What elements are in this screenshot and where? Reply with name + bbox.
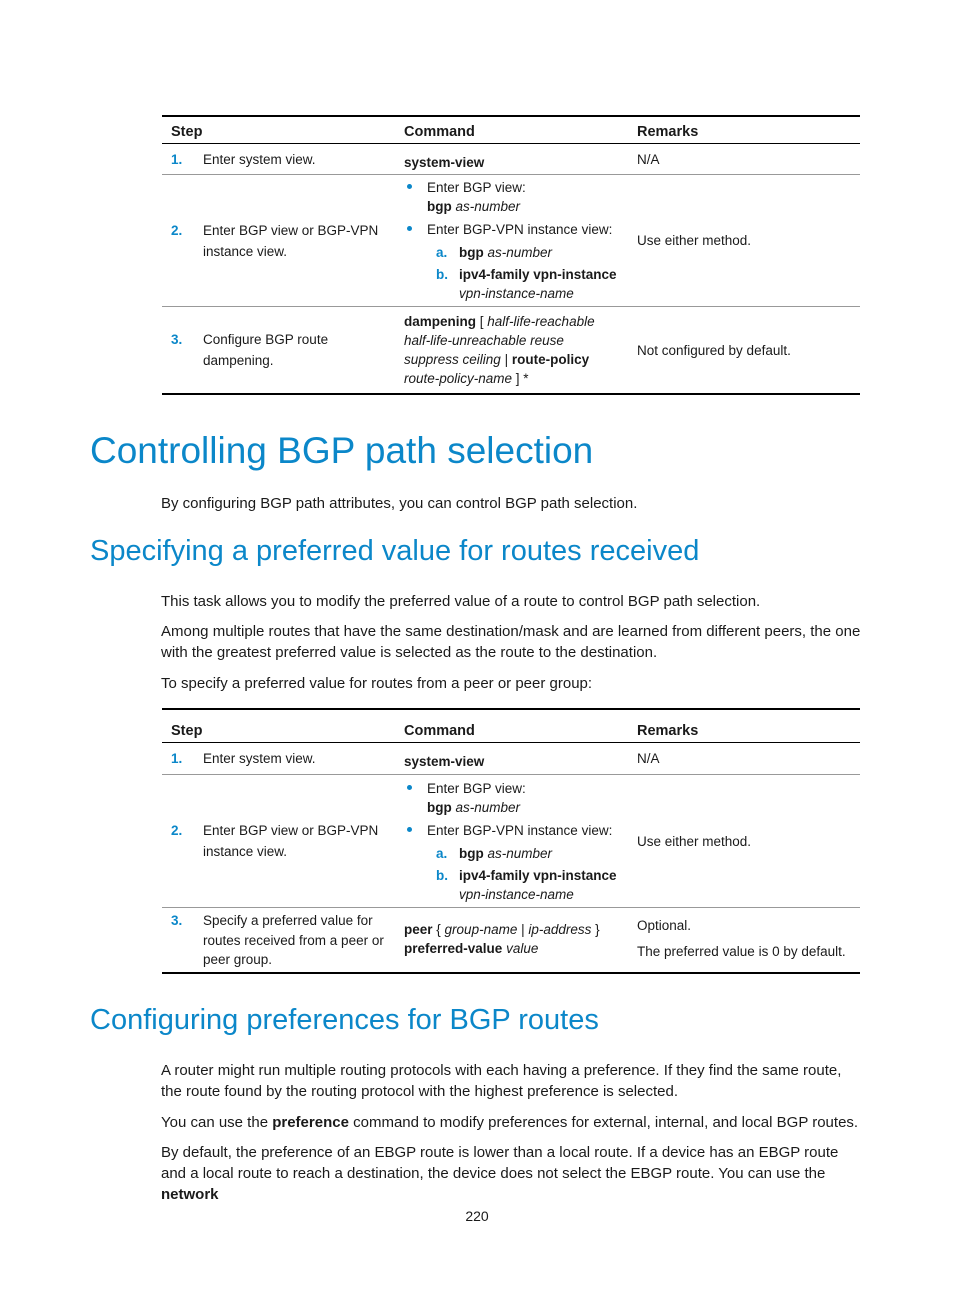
bullet-item: Enter BGP-VPN instance view: [404,220,628,239]
paragraph: You can use the preference command to modify preferences for external, internal, and local BGP routes. [161,1114,859,1131]
remark-text: Use either method. [637,833,752,849]
bullet-item: Enter BGP view: bgp as-number [404,178,628,216]
sub-item: a. bgp as-number [436,245,553,260]
config-table-dampening [162,115,860,395]
step-number: 1. [171,151,183,167]
table-header [162,710,860,743]
command-keyword: network [161,1186,219,1203]
bullet-item: Enter BGP-VPN instance view: [404,821,628,840]
step-number: 2. [171,222,183,238]
section-heading: Controlling BGP path selection [90,430,594,471]
intro-paragraph: By configuring BGP path attributes, you can control BGP path selection. [161,495,638,512]
table-header [162,117,860,144]
command-text: system-view [404,154,485,170]
table-row [162,144,860,175]
table-row [162,743,860,775]
step-number: 3. [171,332,183,347]
paragraph: To specify a preferred value for routes from a peer or peer group: [161,675,593,692]
config-table-preferred-value [162,708,860,974]
remark-text: Not configured by default. [637,342,791,358]
paragraph: By default, the preference of an EBGP route is lower than a local route. If a device has an EBGP route and a local route to reach a destination, the device does not select the EBGP route. You can use the network [161,1144,839,1203]
header-remarks: Remarks [637,124,699,140]
header-step: Step [171,124,203,140]
sub-item: a. bgp as-number [436,845,553,861]
bullet-item: Enter BGP view: bgp as-number [404,779,628,817]
table-row [162,775,860,908]
sub-item: b. ipv4-family vpn-instance vpn-instance-name [436,267,617,301]
remark-text: N/A [637,751,660,766]
step-text: Enter system view. [203,751,316,766]
step-text: Enter BGP view or BGP-VPN instance view. [203,222,379,259]
step-number: 3. [171,913,183,928]
table-row [162,307,860,395]
command-text: peer { group-name | ip-address } preferred-value value [404,922,600,956]
paragraph: Among multiple routes that have the same destination/mask and are learned from different peers, the one with the greatest preferred value is selected as the route to the destination. [161,623,861,661]
step-text: Enter system view. [203,151,316,167]
step-text: Specify a preferred value for routes received from a peer or peer group. [203,913,384,967]
command-text: system-view [404,754,485,769]
step-number: 2. [171,823,183,838]
remark-text: Use either method. [637,233,752,248]
table-row [162,175,860,307]
remark-text: Optional. [637,918,692,933]
paragraph: This task allows you to modify the preferred value of a route to control BGP path selection. [161,593,761,610]
remark-text: The preferred value is 0 by default. [637,944,846,959]
sub-item: b. ipv4-family vpn-instance vpn-instance-name [436,867,617,902]
command-keyword: preference [272,1114,349,1131]
subsection-heading-preferred-value: Specifying a preferred value for routes received [90,535,700,567]
remark-text: N/A [637,151,660,167]
table-row [162,908,860,974]
header-command: Command [404,723,475,739]
page-number: 220 [465,1208,489,1224]
header-command: Command [404,124,475,140]
header-step: Step [171,723,203,739]
paragraph: A router might run multiple routing protocols with each having a preference. If they find the same route, the route found by the routing protocol with the highest preference is selected. [161,1062,842,1100]
header-remarks: Remarks [637,723,699,739]
step-text: Enter BGP view or BGP-VPN instance view. [203,823,379,859]
subsection-heading-route-preferences: Configuring preferences for BGP routes [90,1004,599,1036]
step-text: Configure BGP route dampening. [203,332,329,368]
step-number: 1. [171,751,183,766]
command-text: dampening [ half-life-reachable half-life-unreachable reuse suppress ceiling | route-policy route-policy-name ] * [404,314,595,386]
